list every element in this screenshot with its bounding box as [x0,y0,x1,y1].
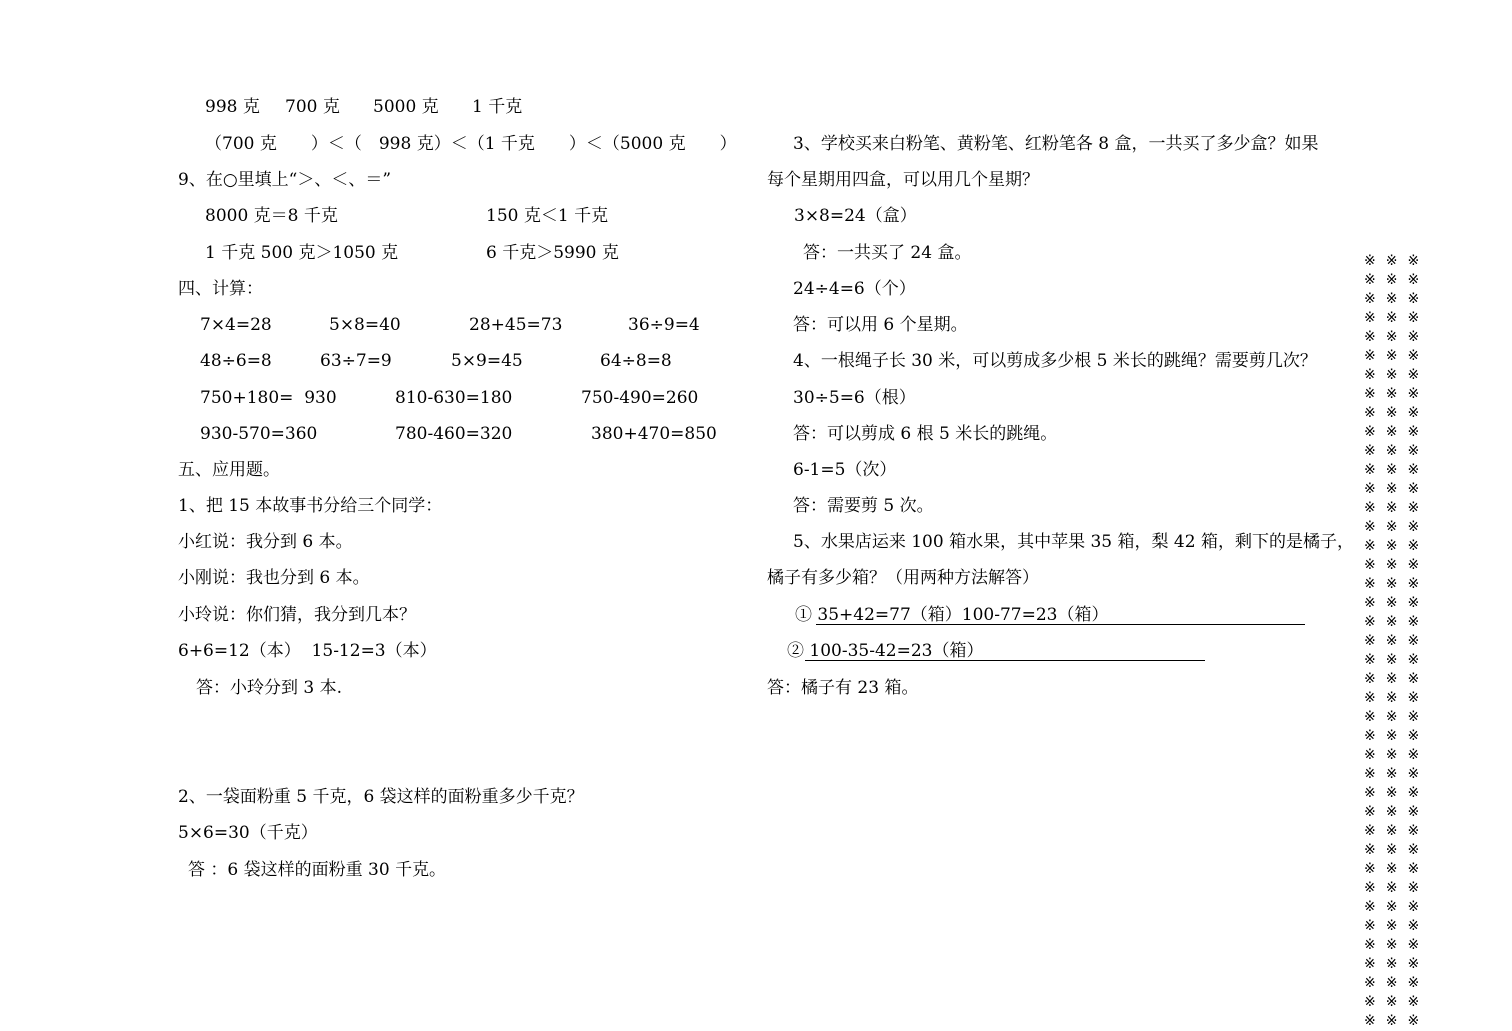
problem4-answer1: 答：可以剪成 6 根 5 米长的跳绳。 [793,424,1058,444]
problem1-answer: 答：小玲分到 3 本. [196,678,343,698]
section4-title: 四、计算： [178,279,263,299]
problem2-answer: 答 ：6 袋这样的面粉重 30 千克。 [188,860,447,880]
weight-order-line: （700 克 ）＜（ 998 克）＜（1 千克 ）＜（5000 克 ） [205,134,737,154]
margin-glyph-row: ※※※ [1364,652,1430,668]
margin-glyph-row: ※※※ [1364,405,1430,421]
margin-glyph-row: ※※※ [1364,823,1430,839]
margin-glyph-row: ※※※ [1364,956,1430,972]
calc-r2-c4: 64÷8=8 [600,351,672,371]
weight-3: 5000 克 [373,97,439,117]
method2-answer-underline [805,660,1205,661]
margin-glyph-row: ※※※ [1364,519,1430,535]
problem5-method1: ① 35+42=77（箱）100-77=23（箱） [795,605,1109,625]
q9-item-2: 150 克＜1 千克 [486,206,609,226]
problem3-question-line2: 每个星期用四盒，可以用几个星期？ [767,170,1039,190]
margin-glyph-row: ※※※ [1364,272,1430,288]
q9-title: 9、在○里填上“＞、＜、＝” [178,170,392,190]
calc-r2-c1: 48÷6=8 [200,351,272,371]
margin-glyph-row: ※※※ [1364,633,1430,649]
margin-glyph-row: ※※※ [1364,842,1430,858]
q9-item-4: 6 千克＞5990 克 [486,243,619,263]
margin-glyph-row: ※※※ [1364,443,1430,459]
problem2-work: 5×6=30（千克） [178,823,318,843]
problem1-line3: 小玲说：你们猜，我分到几本？ [178,605,416,625]
margin-glyph-row: ※※※ [1364,310,1430,326]
margin-glyph-row: ※※※ [1364,424,1430,440]
margin-glyph-row: ※※※ [1364,1013,1430,1029]
margin-glyph-row: ※※※ [1364,671,1430,687]
margin-glyph-row: ※※※ [1364,975,1430,991]
weight-1: 998 克 [205,97,260,117]
problem5-method2: ② 100-35-42=23（箱） [787,641,984,661]
calc-r1-c2: 5×8=40 [329,315,401,335]
margin-glyph-row: ※※※ [1364,557,1430,573]
calc-r4-c3: 380+470=850 [591,424,717,444]
calc-r1-c3: 28+45=73 [469,315,563,335]
margin-glyph-row: ※※※ [1364,329,1430,345]
section5-title: 五、应用题。 [178,460,280,480]
margin-glyph-row: ※※※ [1364,766,1430,782]
weight-4: 1 千克 [472,97,523,117]
problem1-work: 6+6=12（本） 15-12=3（本） [178,641,437,661]
method1-answer-underline [816,624,1305,625]
calc-r2-c2: 63÷7=9 [320,351,392,371]
margin-glyph-row: ※※※ [1364,899,1430,915]
calc-r4-c2: 780-460=320 [395,424,513,444]
problem3-question-line1: 3、学校买来白粉笔、黄粉笔、红粉笔各 8 盒，一共买了多少盒？如果 [793,134,1319,154]
problem1-question: 1、把 15 本故事书分给三个同学： [178,496,443,516]
margin-glyph-row: ※※※ [1364,690,1430,706]
margin-glyph-row: ※※※ [1364,614,1430,630]
calc-r2-c3: 5×9=45 [451,351,523,371]
q9-item-3: 1 千克 500 克＞1050 克 [205,243,399,263]
margin-glyph-row: ※※※ [1364,538,1430,554]
margin-glyph-row: ※※※ [1364,576,1430,592]
margin-glyph-row: ※※※ [1364,785,1430,801]
margin-glyph-row: ※※※ [1364,500,1430,516]
calc-r3-c3: 750-490=260 [581,388,699,408]
margin-glyph-row: ※※※ [1364,367,1430,383]
margin-glyph-row: ※※※ [1364,595,1430,611]
margin-glyph-row: ※※※ [1364,861,1430,877]
calc-r3-c2: 810-630=180 [395,388,513,408]
margin-glyph-row: ※※※ [1364,709,1430,725]
problem4-answer2: 答：需要剪 5 次。 [793,496,934,516]
problem5-question-line2: 橘子有多少箱？（用两种方法解答） [767,568,1039,588]
problem3-answer2: 答：可以用 6 个星期。 [793,315,968,335]
calc-r1-c4: 36÷9=4 [628,315,700,335]
margin-glyph-row: ※※※ [1364,994,1430,1010]
problem4-work1: 30÷5=6（根） [793,388,916,408]
calc-r1-c1: 7×4=28 [200,315,272,335]
margin-glyph-row: ※※※ [1364,386,1430,402]
margin-glyph-row: ※※※ [1364,937,1430,953]
margin-glyph-row: ※※※ [1364,481,1430,497]
problem5-question-line1: 5、水果店运来 100 箱水果，其中苹果 35 箱，梨 42 箱，剩下的是橘子， [793,532,1354,552]
calc-r3-c1: 750+180= 930 [200,388,337,408]
margin-glyph-row: ※※※ [1364,804,1430,820]
margin-glyph-row: ※※※ [1364,880,1430,896]
problem3-work1: 3×8=24（盒） [794,206,917,226]
problem1-line2: 小刚说：我也分到 6 本。 [178,568,370,588]
margin-glyph-row: ※※※ [1364,918,1430,934]
margin-glyph-row: ※※※ [1364,747,1430,763]
problem4-question: 4、一根绳子长 30 米，可以剪成多少根 5 米长的跳绳？需要剪几次？ [793,351,1317,371]
weight-2: 700 克 [285,97,340,117]
problem1-line1: 小红说：我分到 6 本。 [178,532,353,552]
problem5-answer: 答：橘子有 23 箱。 [767,678,919,698]
margin-glyph-row: ※※※ [1364,291,1430,307]
problem3-answer1: 答：一共买了 24 盒。 [803,243,972,263]
problem4-work2: 6-1=5（次） [793,460,897,480]
margin-glyph-row: ※※※ [1364,348,1430,364]
calc-r4-c1: 930-570=360 [200,424,318,444]
q9-item-1: 8000 克＝8 千克 [205,206,338,226]
problem2-question: 2、一袋面粉重 5 千克，6 袋这样的面粉重多少千克？ [178,787,584,807]
margin-glyph-row: ※※※ [1364,462,1430,478]
margin-glyph-row: ※※※ [1364,253,1430,269]
problem3-work2: 24÷4=6（个） [793,279,916,299]
binding-margin-border [1364,252,1434,1029]
margin-glyph-row: ※※※ [1364,728,1430,744]
